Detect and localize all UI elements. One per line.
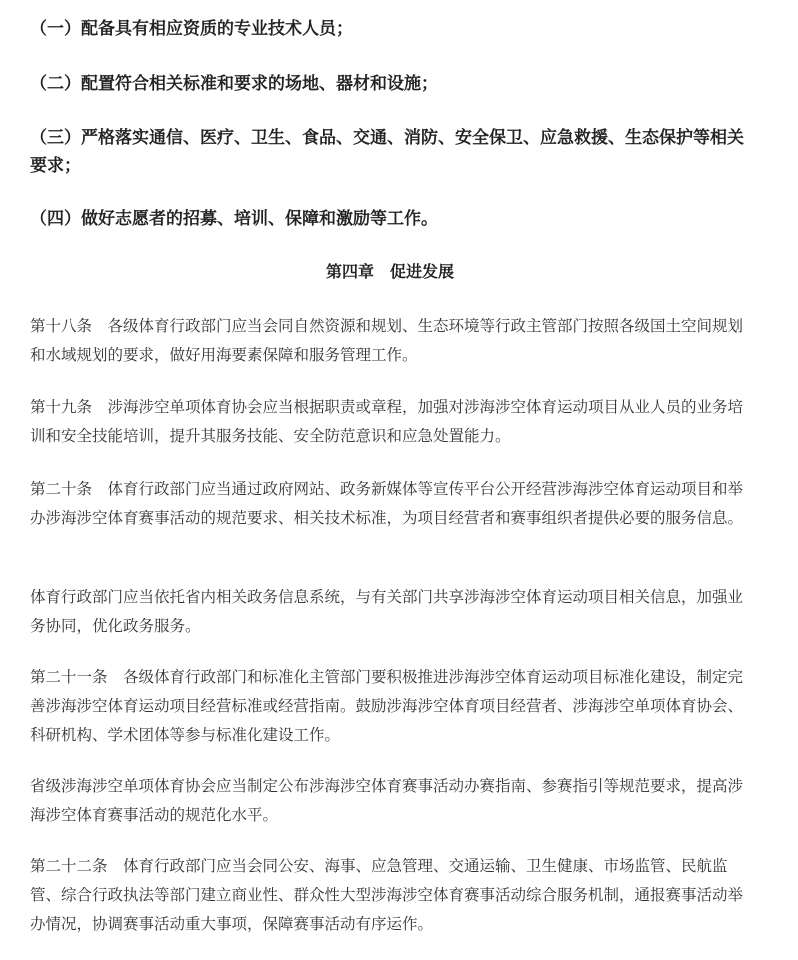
article-18: 第十八条 各级体育行政部门应当会同自然资源和规划、生态环境等行政主管部门按照各级国土空间规划和水域规划的要求，做好用海要素保障和服务管理工作。 xyxy=(30,317,744,364)
list-item: （一）配备具有相应资质的专业技术人员； xyxy=(30,19,353,39)
list-item: （二）配置符合相关标准和要求的场地、器材和设施； xyxy=(30,74,438,94)
article-22: 第二十二条 体育行政部门应当会同公安、海事、应急管理、交通运输、卫生健康、市场监管、民航监管、综合行政执法等部门建立商业性、群众性大型涉海涉空体育赛事活动综合服务机制，通报赛事活动举办情况，协调赛事活动重大事项，保障赛事活动有序运作。 xyxy=(30,857,744,933)
article-21: 第二十一条 各级体育行政部门和标准化主管部门要积极推进涉海涉空体育运动项目标准化建设，制定完善涉海涉空体育运动项目经营标准或经营指南。鼓励涉海涉空体育项目经营者、涉海涉空单项体育协会、科研机构、学术团体等参与标准化建设工作。 xyxy=(30,668,744,744)
article-21-paragraph-2: 省级涉海涉空单项体育协会应当制定公布涉海涉空体育赛事活动办赛指南、参赛指引等规范要求，提高涉海涉空体育赛事活动的规范化水平。 xyxy=(30,777,744,824)
article-20-paragraph-2: 体育行政部门应当依托省内相关政务信息系统，与有关部门共享涉海涉空体育运动项目相关信息，加强业务协同，优化政务服务。 xyxy=(30,588,744,635)
article-20: 第二十条 体育行政部门应当通过政府网站、政务新媒体等宣传平台公开经营涉海涉空体育运动项目和举办涉海涉空体育赛事活动的规范要求、相关技术标准，为项目经营者和赛事组织者提供必要的服务信息。 xyxy=(30,480,744,527)
list-item: （四）做好志愿者的招募、培训、保障和激励等工作。 xyxy=(30,209,438,229)
list-item: （三）严格落实通信、医疗、卫生、食品、交通、消防、安全保卫、应急救援、生态保护等相关要求； xyxy=(30,128,744,176)
article-19: 第十九条 涉海涉空单项体育协会应当根据职责或章程，加强对涉海涉空体育运动项目从业人员的业务培训和安全技能培训，提升其服务技能、安全防范意识和应急处置能力。 xyxy=(30,398,744,445)
chapter-title: 第四章 促进发展 xyxy=(325,262,454,281)
